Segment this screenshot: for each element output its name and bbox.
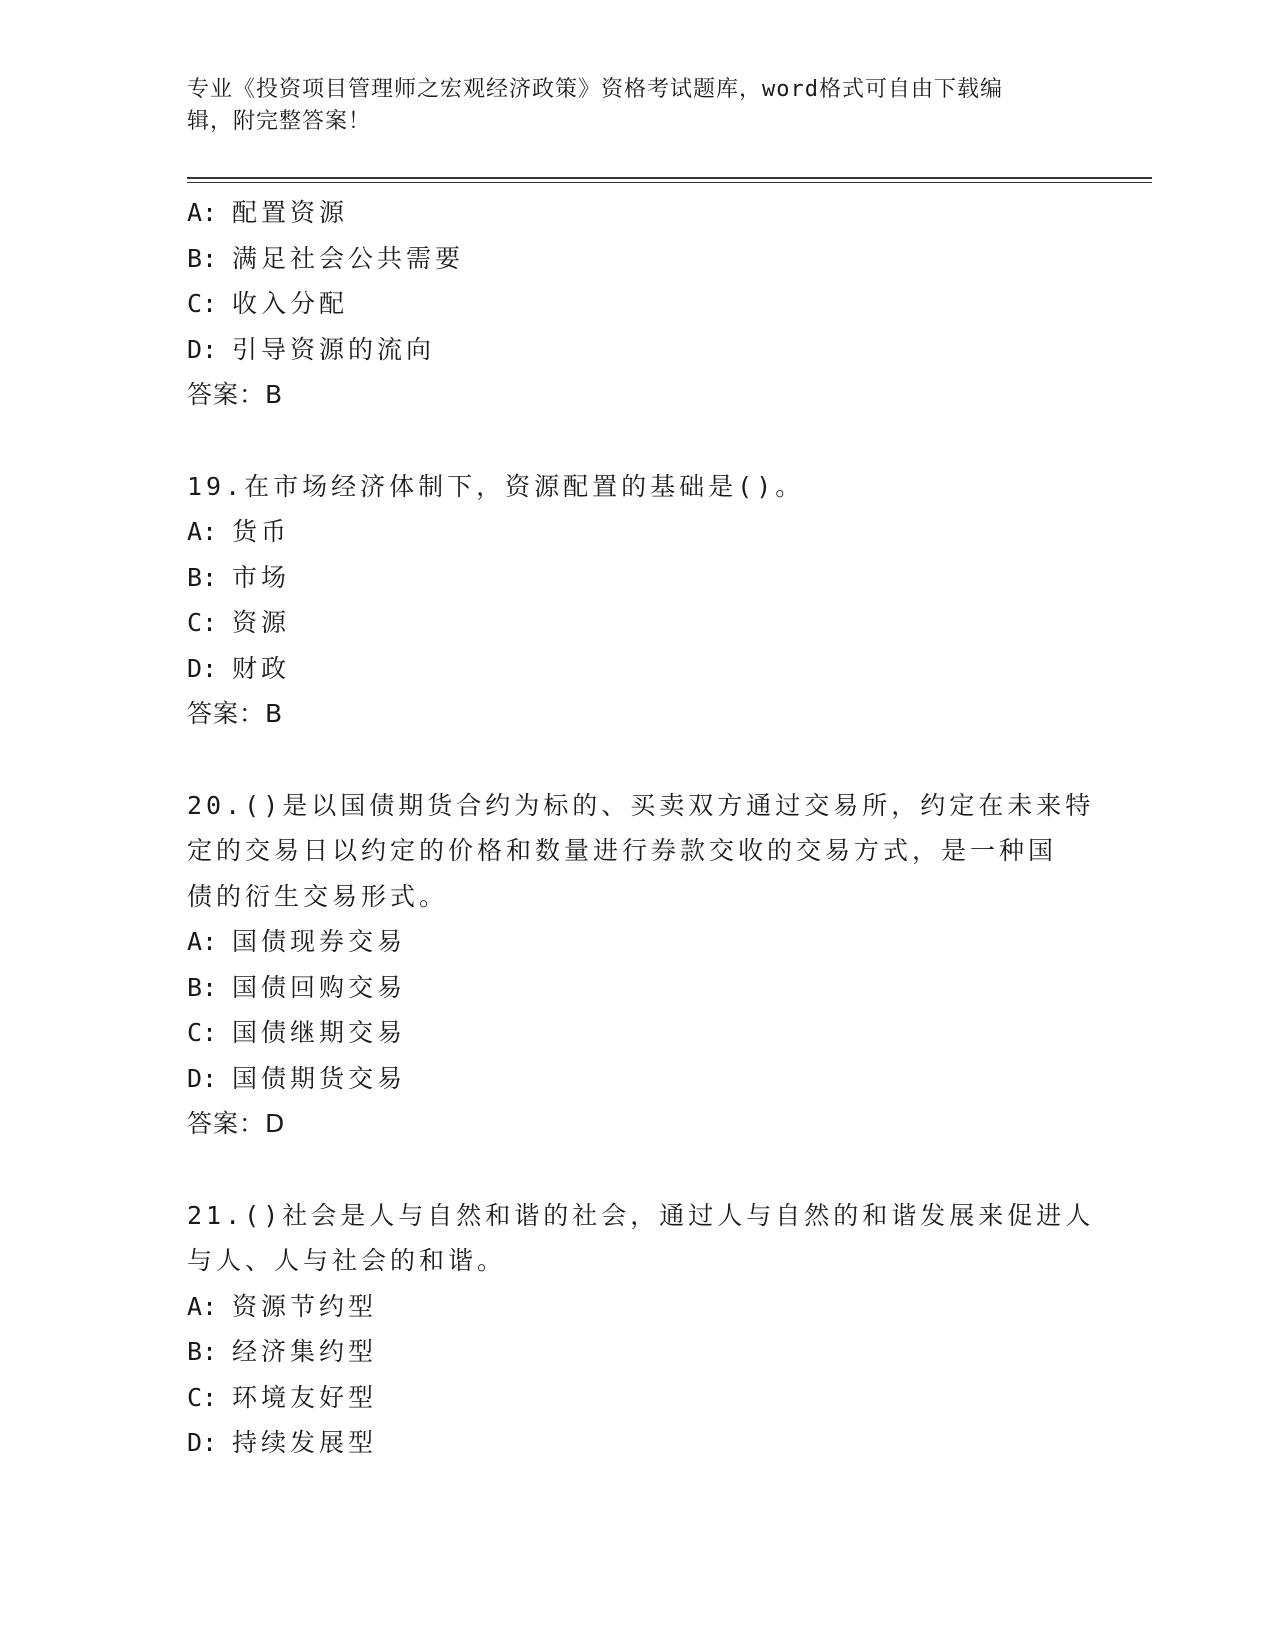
option-d [187, 646, 1087, 692]
option-text: 满足社会公共需要 [232, 243, 465, 273]
option-text: 资源节约型 [232, 1291, 378, 1321]
option-letter: B: [187, 1337, 218, 1366]
question-block-20 [187, 783, 1095, 1147]
question-block-19 [187, 464, 1087, 737]
option-letter: D: [187, 653, 218, 683]
option-text: 国债回购交易 [232, 972, 407, 1002]
spacer [187, 418, 1087, 464]
option-c [187, 1010, 1087, 1056]
option-letter: C: [187, 1382, 218, 1412]
option-b [187, 965, 1087, 1011]
option-text: 引导资源的流向 [232, 334, 436, 364]
option-text: 配置资源 [232, 198, 349, 227]
question-stem-line: 20.()是以国债期货合约为标的、买卖双方通过交易所，约定在未来特 [187, 790, 1095, 820]
option-text: 财政 [232, 653, 291, 683]
spacer [187, 737, 1087, 783]
option-text: 持续发展型 [232, 1428, 378, 1457]
option-d [187, 327, 1087, 373]
spacer [187, 1147, 1087, 1193]
option-letter: A: [187, 927, 218, 956]
question-block-18 [187, 190, 1087, 418]
option-text: 环境友好型 [232, 1382, 378, 1412]
option-b [187, 555, 1087, 601]
option-letter: B: [187, 972, 218, 1002]
answer-line: 答案：B [187, 699, 284, 728]
question-stem: 19.在市场经济体制下，资源配置的基础是()。 [187, 471, 805, 501]
option-letter: A: [187, 1291, 218, 1321]
option-letter: A: [187, 517, 218, 546]
option-c [187, 600, 1087, 646]
question-stem-line: 21.()社会是人与自然和谐的社会，通过人与自然的和谐发展来促进人 [187, 1200, 1095, 1230]
option-a [187, 190, 1087, 236]
page-header [187, 74, 1067, 138]
option-letter: A: [187, 198, 218, 227]
option-text: 收入分配 [232, 289, 349, 318]
answer-line: 答案：D [187, 1109, 286, 1138]
option-text: 国债期货交易 [232, 1063, 407, 1093]
question-stem-line: 定的交易日以约定的价格和数量进行券款交收的交易方式，是一种国 [187, 836, 1058, 865]
header-line-1: 专业《投资项目管理师之宏观经济政策》资格考试题库，word格式可自由下载编 [187, 77, 1003, 102]
option-letter: C: [187, 608, 218, 637]
option-c [187, 1375, 1087, 1421]
header-line-2: 辑，附完整答案！ [187, 109, 372, 134]
question-stem-line: 与人、人与社会的和谐。 [187, 1246, 507, 1275]
option-letter: D: [187, 1428, 218, 1457]
option-text: 资源 [232, 608, 291, 637]
option-text: 国债现券交易 [232, 927, 407, 956]
option-text: 国债继期交易 [232, 1018, 407, 1047]
option-a [187, 1284, 1087, 1330]
option-d [187, 1056, 1087, 1102]
question-stem-line: 债的衍生交易形式。 [187, 881, 449, 911]
option-letter: C: [187, 289, 218, 318]
answer-line: 答案：B [187, 380, 284, 409]
document-body [187, 190, 1095, 1466]
header-divider [187, 177, 1152, 183]
option-a [187, 919, 1087, 965]
option-text: 市场 [232, 562, 291, 592]
question-block-21 [187, 1193, 1095, 1466]
option-letter: D: [187, 334, 218, 364]
option-a [187, 509, 1087, 555]
option-letter: C: [187, 1018, 218, 1047]
option-c [187, 281, 1087, 327]
option-d [187, 1420, 1087, 1466]
option-letter: D: [187, 1063, 218, 1093]
option-b [187, 236, 1087, 282]
option-b [187, 1329, 1087, 1375]
option-letter: B: [187, 562, 218, 592]
option-letter: B: [187, 243, 218, 273]
option-text: 货币 [232, 517, 291, 546]
option-text: 经济集约型 [232, 1337, 378, 1366]
